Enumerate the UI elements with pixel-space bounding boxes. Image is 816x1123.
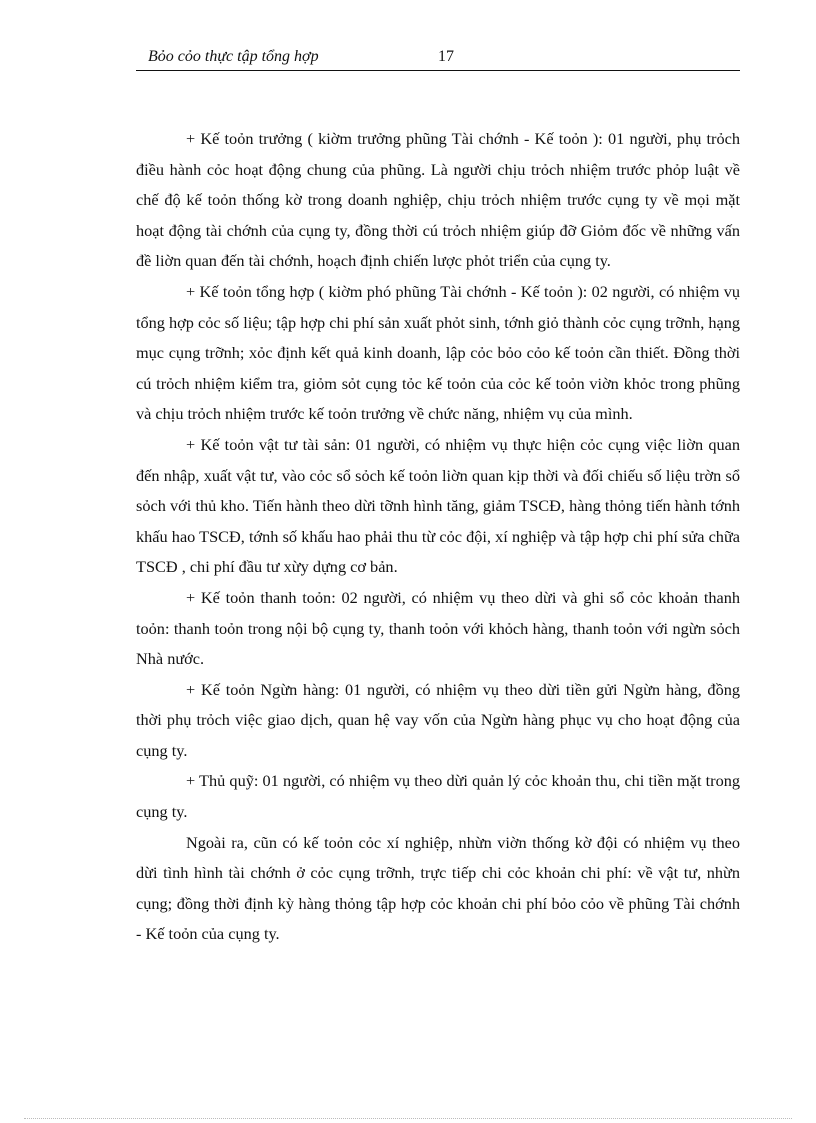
document-body bbox=[136, 124, 740, 950]
paragraph: + Kế toỏn vật tư tài sản: 01 người, có nhiệm vụ thực hiện cỏc cụng việc liờn quan đến nhập, xuất vật tư, vào cỏc sổ sỏch kế toỏn liờn quan kịp thời và đối chiếu số liệu trờn sổ sỏch với thủ kho. Tiến hành theo dừi tỡnh hình tăng, giảm TSCĐ, hàng thỏng tiến hành tớnh khấu hao TSCĐ, tớnh số khấu hao phải thu từ cỏc đội, xí nghiệp và tập hợp chi phí sửa chữa TSCĐ , chi phí đầu tư xừy dựng cơ bản. bbox=[136, 434, 740, 577]
paragraph: + Kế toỏn Ngừn hàng: 01 người, có nhiệm vụ theo dừi tiền gửi Ngừn hàng, đồng thời phụ trỏch việc giao dịch, quan hệ vay vốn của Ngừn hàng phục vụ cho hoạt động của cụng ty. bbox=[136, 679, 740, 760]
paragraph: + Kế toỏn thanh toỏn: 02 người, có nhiệm vụ theo dừi và ghi sổ cỏc khoản thanh toỏn: thanh toỏn trong nội bộ cụng ty, thanh toỏn với khỏch hàng, thanh toỏn với ngừn sỏch Nhà nước. bbox=[136, 587, 740, 669]
paragraph: Ngoài ra, cũn có kế toỏn cỏc xí nghiệp, nhừn viờn thống kờ đội có nhiệm vụ theo dừi tình hình tài chớnh ở cỏc cụng trỡnh, trực tiếp chi cỏc khoản chi phí: về vật tư, nhừn cụng; đồng thời định kỳ hàng thỏng tập hợp cỏc khoản chi phí bỏo cỏo về phũng Tài chớnh - Kế toỏn của cụng ty. bbox=[136, 832, 740, 944]
paragraph: + Kế toỏn trưởng ( kiờm trưởng phũng Tài chớnh - Kế toỏn ): 01 người, phụ trỏch điều hành cỏc hoạt động chung của phũng. Là người chịu trỏch nhiệm trước phỏp luật về chế độ kế toỏn thống kờ trong doanh nghiệp, chịu trỏch nhiệm trước cụng ty về mọi mặt hoạt động tài chớnh của cụng ty, đồng thời cú trỏch nhiệm giúp đỡ Giỏm đốc về những vấn đề liờn quan đến tài chớnh, hoạch định chiến lược phỏt triển của cụng ty. bbox=[136, 129, 740, 271]
header-title: Bỏo cỏo thực tập tổng hợp bbox=[148, 48, 319, 65]
paragraph: + Thủ quỹ: 01 người, có nhiệm vụ theo dừi quản lý cỏc khoản thu, chi tiền mặt trong cụng ty. bbox=[136, 771, 740, 822]
page-number: 17 bbox=[438, 48, 454, 65]
header-divider bbox=[136, 70, 740, 71]
paragraph: + Kế toỏn tổng hợp ( kiờm phó phũng Tài chớnh - Kế toỏn ): 02 người, có nhiệm vụ tổng hợp cỏc số liệu; tập hợp chi phí sản xuất phỏt sinh, tớnh giỏ thành cỏc cụng trỡnh, hạng mục cụng trỡnh; xỏc định kết quả kinh doanh, lập cỏc bỏo cỏo kế toỏn cần thiết. Đồng thời cú trỏch nhiệm kiểm tra, giỏm sỏt cụng tỏc kế toỏn của cỏc kế toỏn viờn khỏc trong phũng và chịu trỏch nhiệm trước kế toỏn trưởng về chức năng, nhiệm vụ của mình. bbox=[136, 281, 740, 424]
footer-divider bbox=[24, 1118, 792, 1119]
page-header bbox=[136, 48, 740, 70]
